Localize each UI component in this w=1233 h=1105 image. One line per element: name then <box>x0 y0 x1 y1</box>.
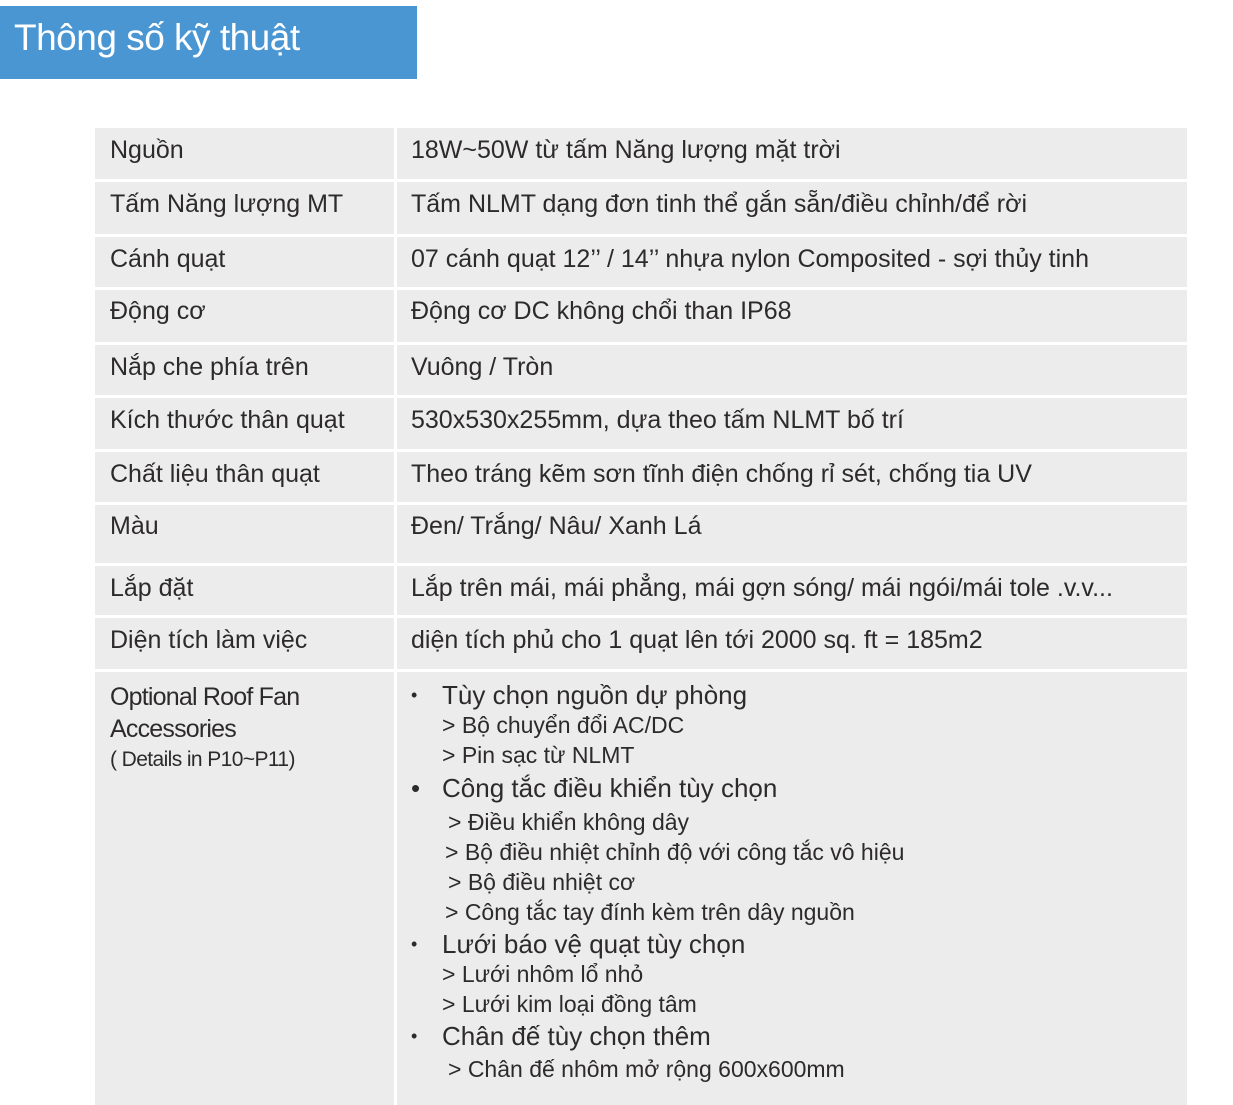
option-item: > Lưới nhôm lổ nhỏ <box>442 961 644 987</box>
optional-label-line1: Optional Roof Fan <box>110 683 300 711</box>
option-item: > Công tắc tay đính kèm trên dây nguồn <box>445 899 855 925</box>
option-group-title: • Chân đế tùy chọn thêm <box>411 1021 711 1051</box>
spec-label: Kích thước thân quạt <box>95 398 394 449</box>
spec-value: Lắp trên mái, mái phẳng, mái gợn sóng/ mái ngói/mái tole .v.v... <box>397 566 1187 615</box>
spec-label: Chất liệu thân quạt <box>95 452 394 502</box>
option-item: > Bộ điều nhiệt cơ <box>448 869 636 895</box>
spec-row-coverage <box>95 618 1187 669</box>
option-group-backup-power <box>411 680 1187 770</box>
spec-value: diện tích phủ cho 1 quạt lên tới 2000 sq. ft = 185m2 <box>397 618 1187 669</box>
spec-label: Màu <box>95 505 394 563</box>
spec-table <box>95 128 1187 1105</box>
spec-value: 18W~50W từ tấm Năng lượng mặt trời <box>397 128 1187 179</box>
optional-label-line2: Accessories <box>110 715 236 743</box>
spec-value: 07 cánh quạt 12’’ / 14’’ nhựa nylon Composited - sợi thủy tinh <box>397 237 1187 287</box>
spec-value: 530x530x255mm, dựa theo tấm NLMT bố trí <box>397 398 1187 449</box>
bullet-icon: • <box>411 773 421 803</box>
option-item: > Điều khiển không dây <box>448 809 690 835</box>
spec-label: Cánh quạt <box>95 237 394 287</box>
spec-label: Diện tích làm việc <box>95 618 394 669</box>
page-title-banner <box>0 6 417 79</box>
option-group-control-switch <box>411 773 1187 927</box>
spec-row-solar-panel <box>95 182 1187 234</box>
spec-row-top-cover <box>95 345 1187 395</box>
spec-row-color <box>95 505 1187 563</box>
option-item: > Pin sạc từ NLMT <box>442 742 635 768</box>
spec-label: Lắp đặt <box>95 566 394 615</box>
spec-label: Tấm Năng lượng MT <box>95 182 394 234</box>
spec-value: Tấm NLMT dạng đơn tinh thể gắn sẵn/điều chỉnh/để rời <box>397 182 1187 234</box>
spec-label: Động cơ <box>95 290 394 342</box>
option-item: > Bộ chuyển đổi AC/DC <box>442 712 685 738</box>
option-item: > Chân đế nhôm mở rộng 600x600mm <box>448 1056 845 1082</box>
spec-row-motor <box>95 290 1187 342</box>
spec-label: Nắp che phía trên <box>95 345 394 395</box>
bullet-icon: • <box>411 934 418 954</box>
bullet-icon: • <box>411 1026 418 1046</box>
optional-label-note: ( Details in P10~P11) <box>110 748 295 771</box>
option-group-title: • Tùy chọn nguồn dự phòng <box>411 680 748 710</box>
option-group-title: • Công tắc điều khiển tùy chọn <box>411 773 778 803</box>
spec-row-power <box>95 128 1187 179</box>
option-group-stand <box>411 1021 1187 1084</box>
spec-value: Động cơ DC không chổi than IP68 <box>397 290 1187 342</box>
spec-value: Theo tráng kẽm sơn tĩnh điện chống rỉ sét, chống tia UV <box>397 452 1187 502</box>
option-item: > Lưới kim loại đồng tâm <box>442 991 697 1017</box>
page-title: Thông số kỹ thuật <box>14 17 300 58</box>
spec-row-installation <box>95 566 1187 615</box>
spec-row-blades <box>95 237 1187 287</box>
option-item: > Bộ điều nhiệt chỉnh độ với công tắc vô hiệu <box>445 839 905 865</box>
optional-label <box>95 672 394 1105</box>
spec-row-optional-accessories <box>95 672 1187 1105</box>
spec-row-body-material <box>95 452 1187 502</box>
bullet-icon: • <box>411 685 418 705</box>
option-group-fan-guard <box>411 929 1187 1019</box>
optional-list <box>397 672 1187 1105</box>
option-group-title: • Lưới báo vệ quạt tùy chọn <box>411 929 746 959</box>
spec-label: Nguồn <box>95 128 394 179</box>
spec-row-body-size <box>95 398 1187 449</box>
spec-value: Đen/ Trắng/ Nâu/ Xanh Lá <box>397 505 1187 563</box>
spec-value: Vuông / Tròn <box>397 345 1187 395</box>
